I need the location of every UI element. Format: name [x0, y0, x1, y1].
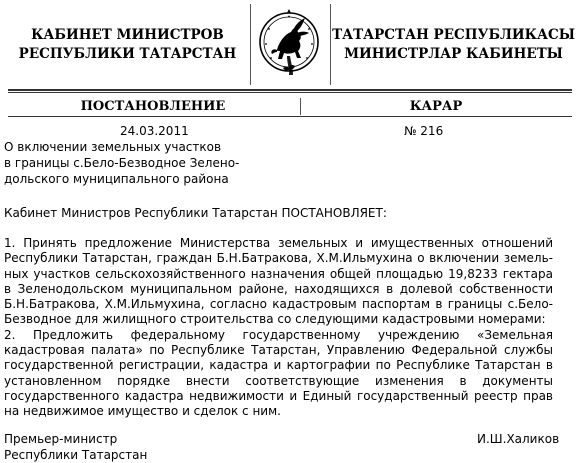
paragraph-1: 1. Принять предложение Министерства земельных и имущественных отношений Республики Татарстан, граждан Б.Н.Батракова, Х.М.Ильмухина о включении земель-ных участков сельскохозяйственного назначения общей площадью 19,8233 гектара в Зеленодольском муниципальном районе, находящихся в долевой собственности Б.Н.Батракова, Х.М.Ильмухина, согласно кадастровым паспортам в границы с.Бело-Безводное для жилищного строительства со следующими кадастровыми номерами: — [4, 236, 553, 327]
subject-line-1: О включении земельных участков — [4, 140, 222, 154]
issuer-line-2: РЕСПУБЛИКИ ТАТАРСТАН — [18, 45, 237, 62]
preamble: Кабинет Министров Республики Татарстан ПОСТАНОВЛЯЕТ: — [4, 206, 387, 220]
issuer-tatar-line-1: ТАТАРСТАН РЕСПУБЛИКАСЫ — [332, 26, 575, 43]
signer-name: И.Ш.Халиков — [477, 432, 560, 446]
signer-title-line-2: Республики Татарстан — [4, 448, 148, 462]
header-divider-left — [250, 4, 251, 85]
paragraph-2: 2. Предложить федеральному государственному учреждению «Земельная кадастровая палата» по Республике Татарстан, Управлению Федеральной службы государственной регистрации, кадастра и картографии по Республике Татарстан в установленном порядке внести соответствующие изменения в документы государственного кадастра недвижимости и Единый государственный реестр прав на недвижимое имущество и сделок с ним. — [4, 327, 553, 419]
tatarstan-coat-of-arms-icon — [257, 4, 321, 82]
issuer-tatar-line-2: МИНИСТРЛАР КАБИНЕТЫ — [344, 45, 563, 62]
document-subject — [4, 139, 239, 187]
doc-type-russian: ПОСТАНОВЛЕНИЕ — [80, 99, 226, 114]
document-header — [5, 4, 577, 85]
doc-type-rule — [8, 116, 572, 117]
subject-line-2: в границы с.Бело-Безводное Зелено- — [4, 156, 240, 170]
document-number: № 216 — [404, 124, 444, 138]
header-rule-thick — [8, 89, 572, 91]
doc-type-tatar: КАРАР — [409, 99, 463, 114]
subject-line-3: дольского муниципального района — [4, 172, 229, 186]
document-body — [4, 236, 553, 420]
header-rule-thin — [8, 92, 572, 93]
issuer-name-tatar — [330, 4, 577, 85]
document-date: 24.03.2011 — [120, 124, 189, 138]
issuer-name-russian — [5, 4, 250, 85]
signer-title — [4, 431, 147, 463]
issuer-line-1: КАБИНЕТ МИНИСТРОВ — [31, 26, 224, 43]
signer-title-line-1: Премьер-министр — [4, 432, 118, 446]
